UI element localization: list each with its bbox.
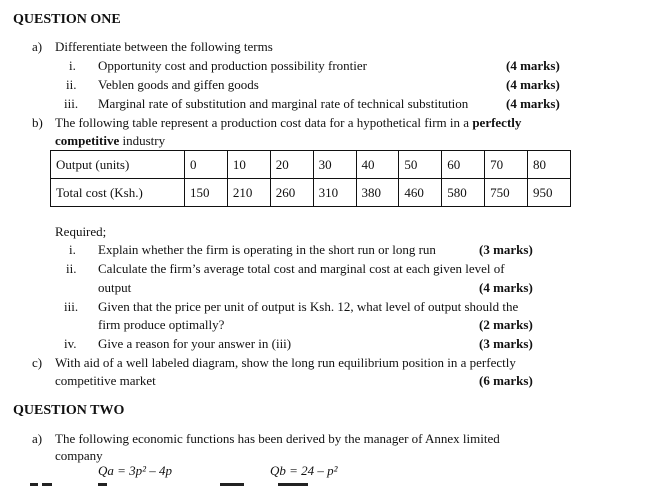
q1b-part-3-cont: firm produce optimally? xyxy=(98,317,225,332)
q1a-item-1-marks: (4 marks) xyxy=(506,58,560,73)
q1b-part-4-text: Give a reason for your answer in (iii) xyxy=(98,336,292,351)
equation-qb: Qb = 24 – p² xyxy=(270,463,338,478)
table-cell: 70 xyxy=(485,151,528,179)
q2a-cont: company xyxy=(55,448,103,463)
table-cell: 50 xyxy=(399,151,442,179)
q1b-text-line1-pre: The following table represent a production cost data for a hypothetical firm in a xyxy=(55,115,473,130)
table-cell: 60 xyxy=(442,151,485,179)
table-cell: 310 xyxy=(313,179,356,207)
q1b-part-4-marks: (3 marks) xyxy=(479,336,533,351)
q1b-part-3-text: Given that the price per unit of output is Ksh. 12, what level of output should the xyxy=(98,299,519,314)
table-row-label: Output (units) xyxy=(51,151,185,179)
table-cell: 80 xyxy=(528,151,571,179)
q1a-item-1-num: i. xyxy=(69,58,76,73)
q1b-part-2-marks: (4 marks) xyxy=(479,280,533,295)
q1c-label: c) xyxy=(32,355,43,370)
q1c-marks: (6 marks) xyxy=(479,373,533,388)
q1a-text: Differentiate between the following terms xyxy=(55,39,273,54)
table-cell: 950 xyxy=(528,179,571,207)
table-cell: 750 xyxy=(485,179,528,207)
table-row-label: Total cost (Ksh.) xyxy=(51,179,185,207)
q1a-item-3-text: Marginal rate of substitution and marginal rate of technical substitution xyxy=(98,96,469,111)
q1b-part-2-cont: output xyxy=(98,280,132,295)
q2a-text: The following economic functions has been derived by the manager of Annex limited xyxy=(55,431,500,446)
table-cell: 10 xyxy=(227,151,270,179)
table-cell: 380 xyxy=(356,179,399,207)
q1b-part-1-text: Explain whether the firm is operating in the short run or long run xyxy=(98,242,436,257)
q1a-item-3-marks: (4 marks) xyxy=(506,96,560,111)
q1b-text-line1-bold: perfectly xyxy=(472,115,522,130)
q1a-item-2-text: Veblen goods and giffen goods xyxy=(98,77,259,92)
required-label: Required; xyxy=(55,224,107,239)
q1b-label: b) xyxy=(32,115,43,130)
table-cell: 210 xyxy=(227,179,270,207)
q1a-item-3-num: iii. xyxy=(64,96,79,111)
table-cell: 150 xyxy=(185,179,228,207)
q1a-label: a) xyxy=(32,39,43,54)
table-cell: 0 xyxy=(185,151,228,179)
q1b-part-2-num: ii. xyxy=(66,261,77,276)
equation-qa: Qa = 3p² – 4p xyxy=(98,463,173,478)
q1b-part-3-marks: (2 marks) xyxy=(479,317,533,332)
q1a-item-2-marks: (4 marks) xyxy=(506,77,560,92)
q1c-text: With aid of a well labeled diagram, show the long run equilibrium position in a perfectly xyxy=(55,355,516,370)
q1b-part-2-text: Calculate the firm’s average total cost and marginal cost at each given level of xyxy=(98,261,505,276)
q1b-text-line1 xyxy=(55,115,521,131)
q1b-part-3-num: iii. xyxy=(64,299,79,314)
table-cell: 580 xyxy=(442,179,485,207)
q1c-cont: competitive market xyxy=(55,373,156,388)
cost-table xyxy=(50,150,571,207)
q1a-item-1-text: Opportunity cost and production possibility frontier xyxy=(98,58,367,73)
q1b-part-4-num: iv. xyxy=(64,336,77,351)
q1b-part-1-marks: (3 marks) xyxy=(479,242,533,257)
question-one-heading: QUESTION ONE xyxy=(13,12,121,27)
table-row xyxy=(51,179,571,207)
table-cell: 20 xyxy=(270,151,313,179)
q1a-item-2-num: ii. xyxy=(66,77,77,92)
q1b-text-line2-post: industry xyxy=(119,133,166,148)
table-cell: 460 xyxy=(399,179,442,207)
question-two-heading: QUESTION TWO xyxy=(13,403,125,418)
q2a-label: a) xyxy=(32,431,43,446)
table-cell: 260 xyxy=(270,179,313,207)
table-row xyxy=(51,151,571,179)
q1b-text-line2-bold: competitive xyxy=(55,133,120,148)
table-cell: 40 xyxy=(356,151,399,179)
q1b-text-line2 xyxy=(55,133,165,149)
q1b-part-1-num: i. xyxy=(69,242,76,257)
table-cell: 30 xyxy=(313,151,356,179)
